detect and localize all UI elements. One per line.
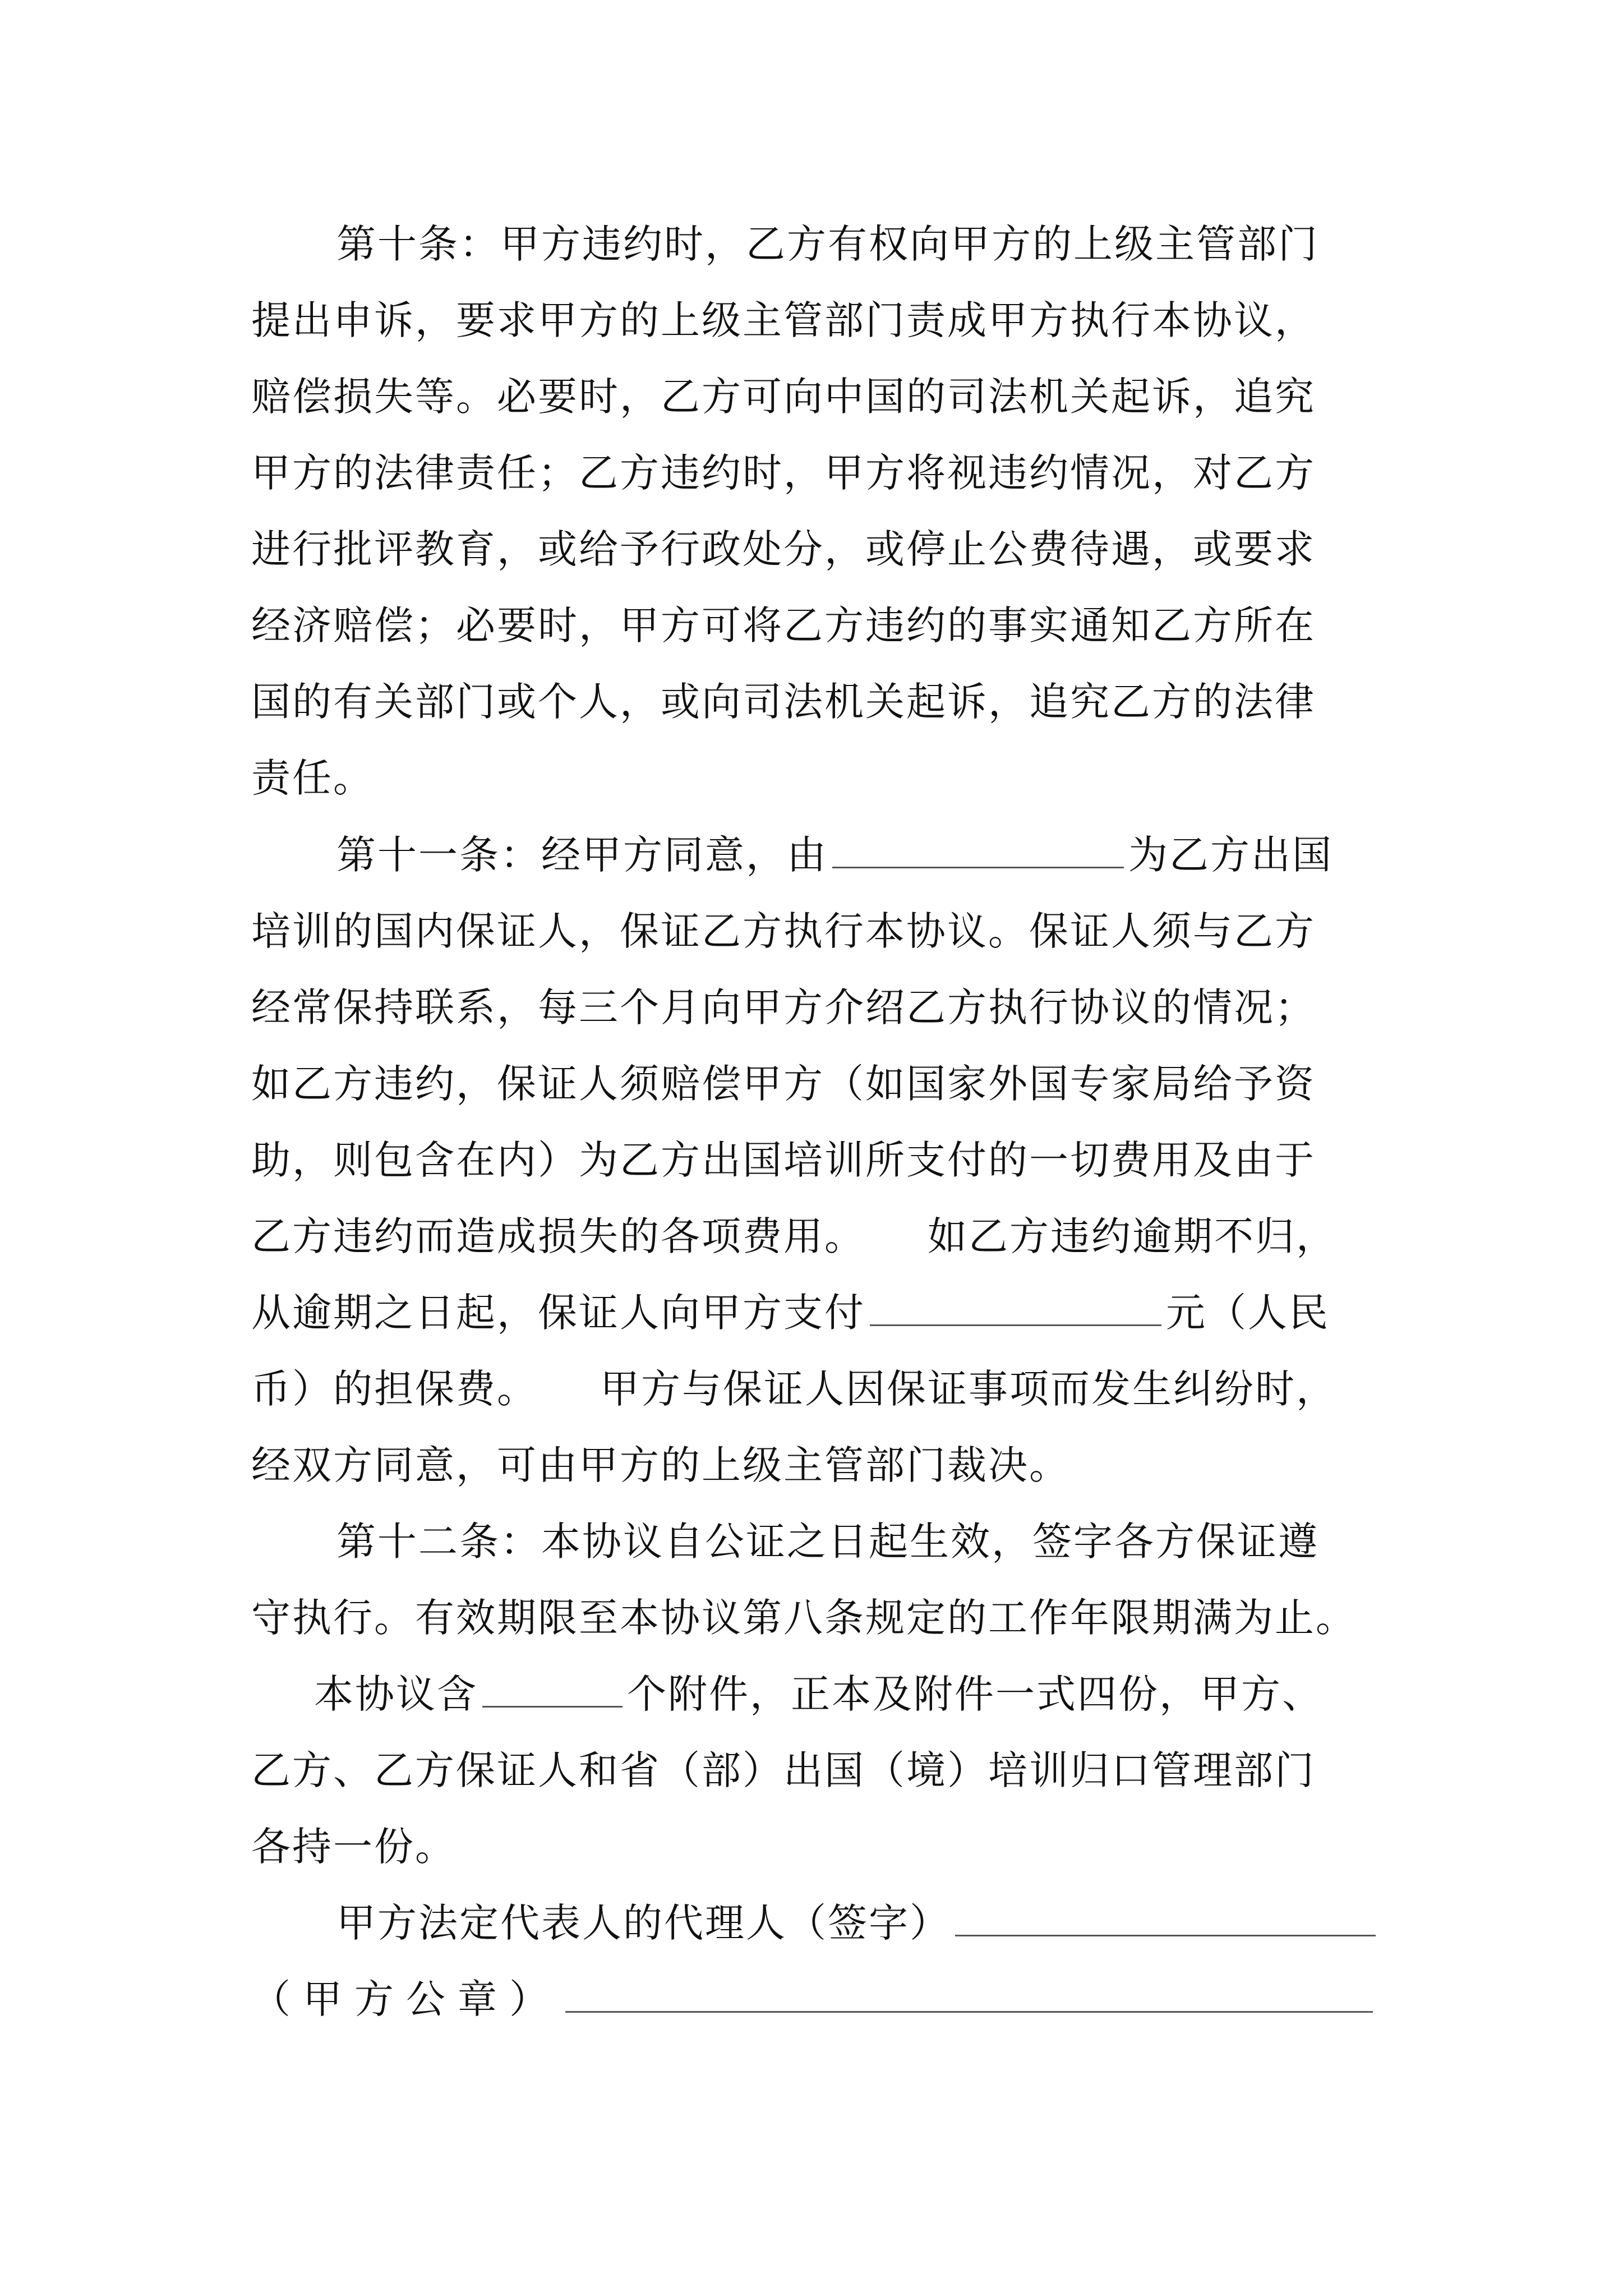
article-11-line-4: 如乙方违约，保证人须赔偿甲方（如国家外国专家局给予资 [251, 1061, 1316, 1107]
article-11-line-7-start: 从逾期之日起，保证人向甲方支付 [251, 1290, 865, 1336]
article-11-line-6: 乙方违约而造成损失的各项费用。 如乙方违约逾期不归， [251, 1213, 1337, 1259]
article-11-line-3: 经常保持联系，每三个月向甲方介绍乙方执行协议的情况； [251, 984, 1316, 1030]
article-11-line-2: 培训的国内保证人，保证乙方执行本协议。保证人须与乙方 [251, 908, 1316, 954]
attachments-line-1-end: 个附件，正本及附件一式四份，甲方、 [627, 1671, 1323, 1717]
seal-blank[interactable] [565, 1976, 1373, 2013]
guarantee-fee-blank[interactable] [870, 1290, 1161, 1326]
article-11-line-1-start: 第十一条：经甲方同意，由 [336, 832, 828, 878]
agent-signature-label: 甲方法定代表人的代理人（签字） [336, 1900, 951, 1946]
seal-line [251, 1976, 1377, 2023]
article-11-line-5: 助，则包含在内）为乙方出国培训所支付的一切费用及由于 [251, 1137, 1316, 1183]
agent-signature-line [336, 1899, 1380, 1947]
article-11-line-1-end: 为乙方出国 [1128, 832, 1333, 878]
attachments-line-1 [314, 1671, 1323, 1718]
article-10-line-4: 甲方的法律责任；乙方违约时，甲方将视违约情况，对乙方 [251, 450, 1316, 496]
article-10-line-8: 责任。 [251, 755, 374, 801]
attachments-line-1-start: 本协议含 [314, 1671, 478, 1717]
agent-signature-blank[interactable] [955, 1900, 1376, 1936]
article-11-line-1 [336, 831, 1333, 878]
article-11-line-9: 经双方同意，可由甲方的上级主管部门裁决。 [251, 1442, 1070, 1488]
seal-label: （甲方公章） [251, 1976, 561, 2022]
article-10-line-5: 进行批评教育，或给予行政处分，或停止公费待遇，或要求 [251, 526, 1316, 572]
attachments-line-2: 乙方、乙方保证人和省（部）出国（境）培训归口管理部门 [251, 1747, 1316, 1793]
article-10-line-7: 国的有关部门或个人，或向司法机关起诉，追究乙方的法律 [251, 679, 1316, 725]
article-10-line-2: 提出申诉，要求甲方的上级主管部门责成甲方执行本协议， [251, 297, 1316, 343]
article-10-line-1: 第十条：甲方违约时，乙方有权向甲方的上级主管部门 [336, 221, 1319, 267]
attachments-line-3: 各持一份。 [251, 1824, 456, 1870]
article-11-line-8: 币）的担保费。 甲方与保证人因保证事项而发生纠纷时， [251, 1366, 1337, 1412]
article-10-line-6: 经济赔偿；必要时，甲方可将乙方违约的事实通知乙方所在 [251, 602, 1316, 648]
article-10-line-3: 赔偿损失等。必要时，乙方可向中国的司法机关起诉，追究 [251, 374, 1316, 420]
guarantor-name-blank[interactable] [832, 832, 1124, 868]
attachment-count-blank[interactable] [482, 1671, 623, 1708]
article-12-line-1: 第十二条：本协议自公证之日起生效，签字各方保证遵 [336, 1519, 1319, 1565]
article-11-line-7-end: 元（人民 [1166, 1290, 1330, 1336]
article-12-line-2: 守执行。有效期限至本协议第八条规定的工作年限期满为止。 [251, 1595, 1357, 1641]
article-11-line-7 [251, 1289, 1330, 1336]
